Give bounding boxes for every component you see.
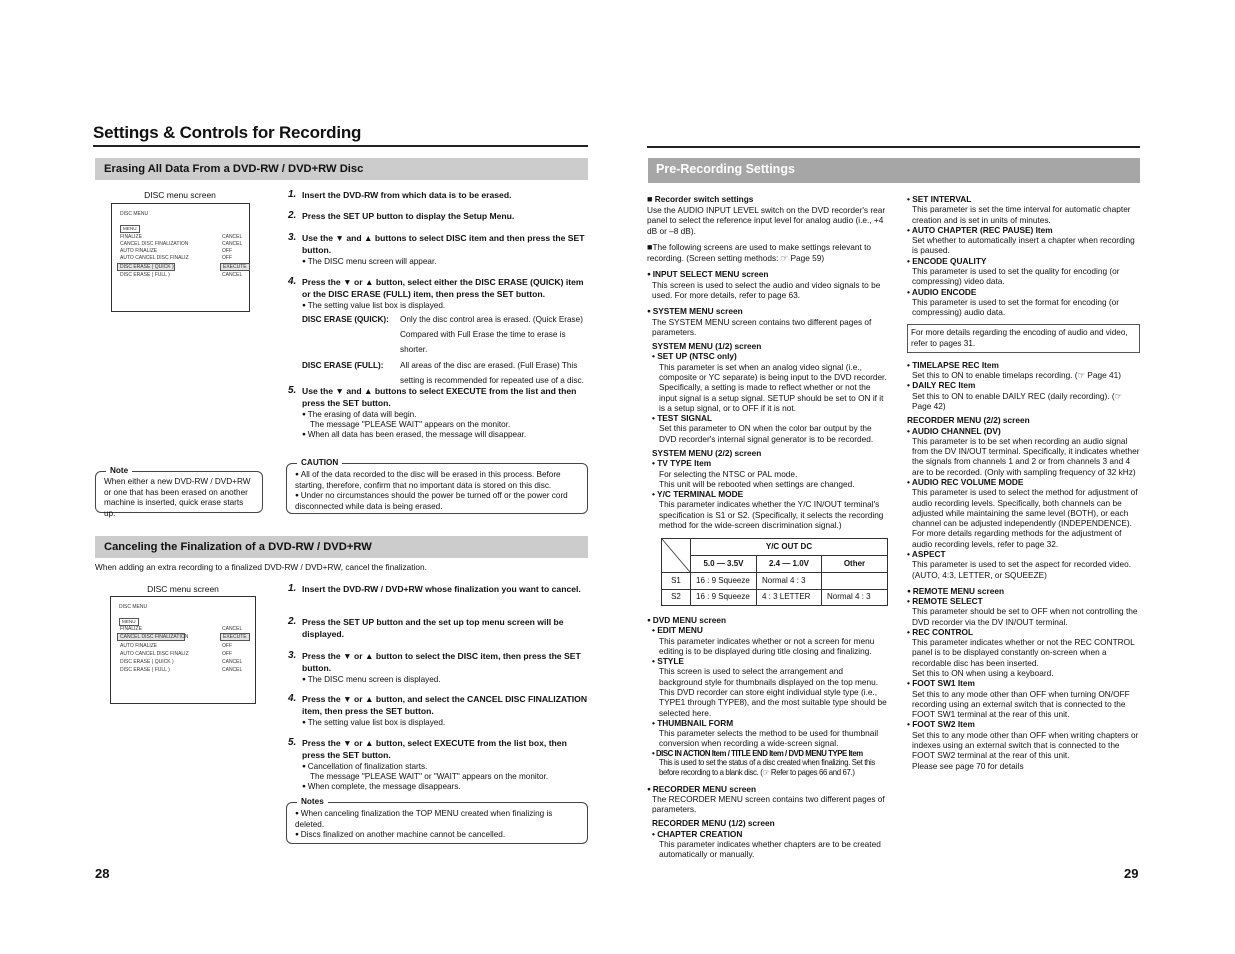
step-3 <box>288 233 588 267</box>
paragraph: This parameter is used to set the quality for encoding (or compressing) video data. <box>912 265 1120 287</box>
screen-caption: DISC menu screen <box>147 584 219 594</box>
paragraph: The SYSTEM MENU screen contains two different pages of parameters. <box>652 316 872 337</box>
step-2 <box>288 211 588 223</box>
menu-row-value: OFF <box>222 651 232 657</box>
item-heading: • CHAPTER CREATION <box>652 828 743 839</box>
step-number: 2. <box>288 210 297 221</box>
input-select-heading: ● INPUT SELECT MENU screen <box>647 269 887 279</box>
paragraph: Please see page 70 for details <box>912 760 1024 771</box>
menu-row-label: AUTO CANCEL DISC FINALIZ <box>120 255 189 261</box>
notes-label: Notes <box>297 797 328 808</box>
paragraph: This parameter indicates whether chapters are to be created automatically or manually. <box>659 839 881 860</box>
caution-item: ● All of the data recorded to the disc will be erased in this process. Before starting, therefore, confirm that no important data is stored on this disc. <box>295 470 579 491</box>
item-heading: • ASPECT <box>907 548 946 559</box>
recorder-menu-1-heading: RECORDER MENU (1/2) screen <box>652 818 775 829</box>
system-menu-1-heading: SYSTEM MENU (1/2) screen <box>652 341 762 352</box>
paragraph: This is used to set the status of a disc created when finalizing. Set this before recording to a blank disc. (☞ Refer to pages 66 and 67.) <box>659 758 875 777</box>
note-text: When either a new DVD-RW / DVD+RW or one that has been erased on another machine is inserted, quick erase starts up. <box>104 477 251 518</box>
step-number: 1. <box>288 189 297 200</box>
disc-menu-screen <box>110 596 256 704</box>
table-col-header: Other <box>822 556 888 573</box>
notes-item: ● When canceling finalization the TOP MENU created when finalizing is deleted. <box>295 809 579 830</box>
note-box <box>95 466 263 518</box>
paragraph: This parameter is used to set the aspect for recorded video. (AUTO, 4:3, LETTER, or SQUEEZE) <box>912 559 1132 580</box>
paragraph: This parameter is set the time interval for automatic chapter creation and is set in units of minutes. <box>912 204 1131 225</box>
title-rule <box>93 145 588 147</box>
item-heading: • STYLE <box>652 656 684 667</box>
recorder-switch-heading: ■ Recorder switch settings <box>647 194 754 204</box>
item-heading: • AUDIO CHANNEL (DV) <box>907 425 1001 436</box>
paragraph: This screen is used to select the audio and video signals to be used. For more details, refer to page 63. <box>652 279 881 300</box>
menu-row-value-selected: EXECUTE <box>220 263 250 271</box>
def-key: DISC ERASE (QUICK): <box>302 315 389 324</box>
table-corner <box>662 539 691 573</box>
item-heading: • SET INTERVAL <box>907 194 972 204</box>
corner-diagonal <box>662 539 690 572</box>
step-text: Press the SET UP button to display the Setup Menu. <box>302 211 515 221</box>
notes-item: ● Discs finalized on another machine cannot be cancelled. <box>295 830 579 841</box>
menu-tab: MENU <box>119 618 139 626</box>
paragraph: Set this to ON to enable timelaps recording. (☞ Page 41) <box>912 370 1121 381</box>
paragraph: Set this to any mode other than OFF when writing chapters or indexes using an external switch that is connected to the FOOT SW2 terminal at the rear of this unit. <box>912 729 1139 761</box>
menu-row-label: FINALIZE <box>120 626 142 632</box>
menu-row-value-selected: EXECUTE <box>220 633 250 641</box>
menu-row-value: CANCEL <box>222 234 243 240</box>
menu-row-value: OFF <box>222 255 232 261</box>
paragraph: For selecting the NTSC or PAL mode. <box>659 468 798 479</box>
step-5 <box>288 738 588 792</box>
item-heading: • ENCODE QUALITY <box>907 255 987 266</box>
table-cell: 4 : 3 LETTER <box>757 589 822 606</box>
step-number: 1. <box>288 583 297 594</box>
paragraph: This parameter is used to set the format for encoding (or compressing) audio data. <box>912 296 1120 318</box>
table-row <box>662 573 888 590</box>
step-number: 3. <box>288 232 297 243</box>
table-row-label: S2 <box>662 589 691 606</box>
table-col-header: 2.4 — 1.0V <box>757 556 822 573</box>
paragraph: The following screens are used to make settings relevant to recording. (Screen setting methods: ☞ Page 59) <box>647 242 872 264</box>
item-heading: • SET UP (NTSC only) <box>652 351 737 362</box>
menu-row-label: AUTO CANCEL DISC FINALIZ <box>120 651 189 657</box>
disc-menu-screen <box>111 203 250 312</box>
menu-row-label: AUTO FINALIZE <box>120 643 158 649</box>
menu-row-label: DISC ERASE ( FULL ) <box>120 272 170 278</box>
yc-out-table <box>661 538 888 606</box>
menu-row-value: CANCEL <box>222 272 243 278</box>
menu-row-value: OFF <box>222 643 232 649</box>
paragraph: Set this parameter to ON when the color bar output by the DVD recorder's internal signal generator is to be recorded. <box>659 423 874 444</box>
note-label: Note <box>106 466 132 477</box>
section-prerecording-title: Pre-Recording Settings <box>648 158 1140 183</box>
page-number: 28 <box>95 866 110 881</box>
menu-row-value: OFF <box>222 248 232 254</box>
step-1 <box>288 190 588 202</box>
step-text: Press the ▼ or ▲ button to select the DISC item, then press the SET button. <box>302 651 581 673</box>
def-key: DISC ERASE (FULL): <box>302 360 384 370</box>
item-heading: • DISC IN ACTION Item / TITLE END Item / DVD MENU TYPE Item <box>652 748 863 758</box>
item-heading: • DAILY REC Item <box>907 380 976 391</box>
paragraph: This screen is used to select the arrangement and background style for thumbnails displayed on the top menu. This DVD recorder can store eight individual style type (i.e., TYPE1 through TYPE8), and the most suitable type should be selected here. <box>659 666 887 718</box>
step-bullet: ● Cancellation of finalization starts. <box>302 762 588 772</box>
yc-table-container <box>661 538 888 606</box>
item-heading: • THUMBNAIL FORM <box>652 717 734 728</box>
page-title: Settings & Controls for Recording <box>93 123 362 142</box>
step-extra: The message "PLEASE WAIT" or "WAIT" appears on the monitor. <box>310 771 549 781</box>
step-bullet: ● The DISC menu screen will appear. <box>302 257 588 267</box>
menu-row-label-selected: DISC ERASE ( QUICK ) <box>117 263 175 271</box>
section-erasing-title: Erasing All Data From a DVD-RW / DVD+RW Disc <box>95 158 588 180</box>
caution-item: ● Under no circumstances should the power be turned off or the power cord disconnected while data is being erased. <box>295 491 579 512</box>
step-bullet: ● The erasing of data will begin. <box>302 410 588 420</box>
caution-label: CAUTION <box>297 458 342 469</box>
menu-row-label: CANCEL DISC FINALIZATION <box>120 241 189 247</box>
step-number: 2. <box>288 616 297 627</box>
item-heading: • REC CONTROL <box>907 626 974 637</box>
paragraph: This parameter is used to select the method for adjustment of audio recording levels. Specifically, both channels can be adjusted while maintaining the same level (BOTH), or each channel can be adjusted independently (INDEPENDENCE). For more details regarding methods for the adjustment of audio recording levels, refer to page 32. <box>912 487 1138 549</box>
step-bullet: ● The DISC menu screen is displayed. <box>302 675 588 685</box>
paragraph: This parameter is set when an analog video signal (i.e., composite or YC separate) is being input to the DVD recorder. Specifically, a setting is made to reflect whether or not the input signal is a setup signal. SETUP should be set to ON if it is a setup signal, or to OFF if it is not. <box>659 361 887 413</box>
paragraph: Set whether to automatically insert a chapter when recording is paused. <box>912 235 1135 256</box>
step-text: Use the ▼ and ▲ buttons to select EXECUTE from the list and then press the SET button. <box>302 386 577 408</box>
item-heading: • TIMELAPSE REC Item <box>907 359 999 370</box>
paragraph: Set this to any mode other than OFF when turning ON/OFF recording using an external switch that is connected to the FOOT SW1 terminal at the rear of this unit. <box>912 688 1130 720</box>
heading-text: Recorder switch settings <box>654 194 754 204</box>
step-text: Insert the DVD-RW from which data is to be erased. <box>302 190 512 200</box>
paragraph: This parameter indicates whether or not the REC CONTROL panel is to be displayed constantly on-screen when a recordable disc has been inserted. <box>912 637 1135 668</box>
menu-row-label: DISC ERASE ( FULL ) <box>120 667 170 673</box>
item-heading: • AUTO CHAPTER (REC PAUSE) Item <box>907 224 1053 235</box>
settings-column-1 <box>647 194 887 530</box>
item-heading: • REMOTE SELECT <box>907 596 983 607</box>
settings-column-1-lower <box>647 615 887 860</box>
step-bullet: ● When complete, the message disappears. <box>302 782 588 792</box>
step-text: Press the ▼ or ▲ button, and select the CANCEL DISC FINALIZATION item, then press the SET button. <box>302 694 588 716</box>
caution-box <box>286 458 588 514</box>
menu-row-label: AUTO FINALIZE <box>120 248 158 254</box>
screen-caption: DISC menu screen <box>144 190 216 200</box>
right-rule <box>647 146 1140 148</box>
menu-tab: MENU <box>120 225 140 233</box>
item-heading: • FOOT SW1 Item <box>907 678 975 689</box>
paragraph: This parameter indicates whether the Y/C IN/OUT terminal's specification is S1 or S2. (Specifically, it selects the recording method for the wide-screen discrimination signal.) <box>659 499 884 530</box>
step-text: Insert the DVD-RW / DVD+RW whose finalization you want to cancel. <box>302 584 581 594</box>
erase-definitions <box>302 312 588 388</box>
section-canceling-title: Canceling the Finalization of a DVD-RW / DVD+RW <box>95 536 588 558</box>
paragraph: This parameter should be set to OFF when not controlling the DVD recorder via the DV IN/OUT terminal. <box>912 606 1138 627</box>
paragraph: Set this to ON to enable DAILY REC (daily recording). (☞ Page 42) <box>912 390 1123 411</box>
step-text: Press the ▼ or ▲ button, select EXECUTE from the list box, then press the SET button. <box>302 738 567 760</box>
system-menu-2-heading: SYSTEM MENU (2/2) screen <box>652 447 762 458</box>
menu-row-value: CANCEL <box>222 659 243 665</box>
encoding-info-box: For more details regarding the encoding of audio and video, refer to pages 31. <box>907 324 1140 353</box>
disc-menu-title: DISC MENU <box>120 211 149 217</box>
paragraph: This parameter is to be set when recording an audio signal from the DV IN/OUT terminal. Specifically, it indicates whether the signals from channels 1 and 2 or from channels 3 and 4 are to be recorded. (Only with sampling frequency of 32 kHz) <box>912 435 1140 477</box>
paragraph: This unit will be rebooted when settings are changed. <box>659 478 855 489</box>
table-cell: Normal 4 : 3 <box>822 589 888 606</box>
paragraph: This parameter indicates whether or not a screen for menu editing is to be displayed during title closing and finalizing. <box>659 635 875 656</box>
recorder-menu-heading: ● RECORDER MENU screen <box>647 784 887 794</box>
step-text: Use the ▼ and ▲ buttons to select DISC item and then press the SET button. <box>302 233 585 255</box>
step-5 <box>288 386 588 440</box>
paragraph: Use the AUDIO INPUT LEVEL switch on the DVD recorder's rear panel to select the reference input level for analog audio (i.e., +4 dB or –8 dB). <box>647 205 886 236</box>
step-4 <box>288 277 588 311</box>
disc-menu-title: DISC MENU <box>119 604 148 610</box>
step-2 <box>288 617 588 641</box>
paragraph: The RECORDER MENU screen contains two different pages of parameters. <box>652 793 885 815</box>
def-full <box>302 358 588 388</box>
table-col-header: 5.0 — 3.5V <box>691 556 757 573</box>
step-bullet: ● The setting value list box is displayed. <box>302 301 588 311</box>
menu-row-value: CANCEL <box>222 667 243 673</box>
step-text: Press the SET UP button and the set up top menu screen will be displayed. <box>302 617 564 639</box>
table-cell: 16 : 9 Squeeze <box>691 589 757 606</box>
step-number: 5. <box>288 737 297 748</box>
step-number: 3. <box>288 650 297 661</box>
menu-row-value: CANCEL <box>222 626 243 632</box>
item-heading: • Y/C TERMINAL MODE <box>652 489 744 500</box>
step-4 <box>288 694 588 728</box>
def-value: Only the disc control area is erased. (Quick Erase) Compared with Full Erase the time to erase is shorter. <box>400 315 583 355</box>
table-cell: 16 : 9 Squeeze <box>691 573 757 590</box>
item-heading: • AUDIO REC VOLUME MODE <box>907 476 1024 487</box>
section-intro: When adding an extra recording to a finalized DVD-RW / DVD+RW, cancel the finalization. <box>95 562 427 572</box>
menu-row-label: DISC ERASE ( QUICK ) <box>120 659 174 665</box>
step-text: Press the ▼ or ▲ button, select either the DISC ERASE (QUICK) item or the DISC ERASE (FULL) item, then press the SET button. <box>302 277 584 299</box>
remote-menu-heading: ● REMOTE MENU screen <box>907 586 1140 596</box>
def-value: All areas of the disc are erased. (Full Erase) This setting is recommended for repeated use of a disc. <box>400 360 584 385</box>
settings-column-2 <box>907 194 1140 771</box>
step-1 <box>288 584 588 596</box>
def-quick <box>302 312 588 358</box>
table-row-label: S1 <box>662 573 691 590</box>
step-3 <box>288 651 588 685</box>
item-heading: • TEST SIGNAL <box>652 413 713 424</box>
step-number: 5. <box>288 385 297 396</box>
paragraph: This parameter selects the method to be used for thumbnail conversion when recording a wide-screen signal. <box>659 728 879 749</box>
item-heading: • EDIT MENU <box>652 625 703 636</box>
table-group-header: Y/C OUT DC <box>691 539 888 556</box>
item-heading: • AUDIO ENCODE <box>907 286 977 297</box>
table-cell: Normal 4 : 3 <box>757 573 822 590</box>
page-number: 29 <box>1124 866 1139 881</box>
step-bullet: ● The setting value list box is displayed. <box>302 718 588 728</box>
menu-row-value: CANCEL <box>222 241 243 247</box>
paragraph: Set this to ON when using a keyboard. <box>912 668 1054 679</box>
table-cell <box>822 573 888 590</box>
step-extra: The message "PLEASE WAIT" appears on the monitor. <box>310 419 511 429</box>
step-bullet: ● When all data has been erased, the message will disappear. <box>302 430 588 440</box>
step-number: 4. <box>288 693 297 704</box>
notes-box <box>286 797 588 844</box>
item-heading: • TV TYPE Item <box>652 458 712 469</box>
screens-paragraph: ■The following screens are used to make settings relevant to recording. (Screen setting methods: ☞ Page 59) <box>647 242 872 264</box>
item-heading: • FOOT SW2 Item <box>907 719 975 730</box>
recorder-menu-2-heading: RECORDER MENU (2/2) screen <box>907 415 1030 426</box>
menu-row-label-selected: CANCEL DISC FINALIZATION <box>117 633 185 641</box>
dvd-menu-heading: ● DVD MENU screen <box>647 615 887 625</box>
menu-row-label: FINALIZE <box>120 234 142 240</box>
table-row <box>662 589 888 606</box>
system-menu-heading: ● SYSTEM MENU screen <box>647 306 887 316</box>
step-number: 4. <box>288 276 297 287</box>
